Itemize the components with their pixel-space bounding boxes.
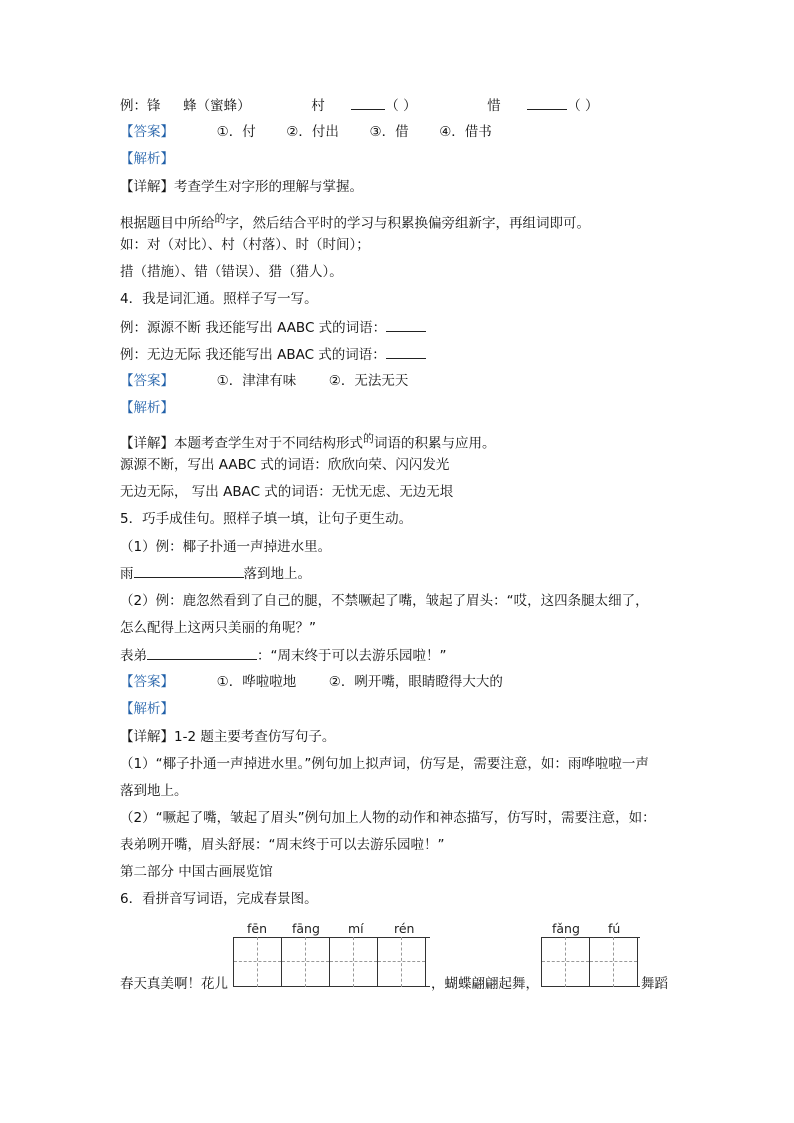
q3-detail-p3: 措（措施）、错（错误）、猎（猎人）。 bbox=[120, 264, 343, 280]
grid-cell[interactable] bbox=[330, 937, 378, 987]
grid-cell[interactable] bbox=[542, 937, 590, 987]
answer-tag: 【答案】 bbox=[120, 124, 174, 140]
q4-ex2-text: 例：无边无际 我还能写出 ABAC 式的词语： bbox=[120, 347, 386, 363]
answer-2: ②．无法无天 bbox=[328, 373, 409, 389]
q3-detail-line bbox=[120, 177, 363, 197]
q5-s1-post: 落到地上。 bbox=[243, 566, 311, 582]
detail-p1c: 字，然后结合平时的学习与积累换偏旁组新字，再组词即可。 bbox=[225, 215, 590, 232]
example-lead: 例：锋 bbox=[120, 98, 161, 114]
detail-tag: 【详解】 bbox=[120, 729, 174, 745]
q5-detail-2: （1）“椰子扑通一声掉进水里。”例句加上拟声词，仿写是，需要注意，如：雨哗啦啦一声 bbox=[120, 756, 649, 772]
q4-example-2 bbox=[120, 344, 426, 365]
q5-fill-1 bbox=[120, 563, 311, 584]
q5-title: 5．巧手成佳句。照样子填一填，让句子更生动。 bbox=[120, 511, 413, 527]
char-xi: 惜 bbox=[487, 98, 501, 114]
answer-2: ②．付出 bbox=[286, 124, 339, 140]
q3-answer-line bbox=[120, 122, 492, 142]
pinyin-3: mí bbox=[348, 921, 364, 936]
paren-cun[interactable]: （ ） bbox=[385, 98, 417, 114]
char-cun: 村 bbox=[311, 98, 325, 114]
pinyin-4: rén bbox=[394, 921, 415, 936]
q5-s1-pre: 雨 bbox=[120, 566, 134, 582]
q5-answer-line bbox=[120, 672, 503, 692]
pinyin-2: fāng bbox=[292, 921, 320, 936]
pinyin-1: fēn bbox=[247, 921, 268, 936]
q5-blank-2[interactable] bbox=[147, 645, 257, 660]
q5-detail-5: 表弟咧开嘴，眉头舒展：“周末终于可以去游乐园啦！” bbox=[120, 837, 445, 853]
grid-cell[interactable] bbox=[378, 937, 426, 987]
q4-blank-2[interactable] bbox=[386, 344, 426, 359]
answer-4: ④．借书 bbox=[439, 124, 492, 140]
answer-tag: 【答案】 bbox=[120, 674, 174, 690]
q5-detail-4: （2）“噘起了嘴，皱起了眉头”例句加上人物的动作和神态描写，仿写时，需要注意，如： bbox=[120, 810, 656, 826]
example-char: 蜂 bbox=[183, 98, 197, 114]
answer-2: ②．咧开嘴，眼睛瞪得大大的 bbox=[328, 674, 503, 690]
q4-blank-1[interactable] bbox=[386, 317, 426, 332]
writing-grid-2[interactable] bbox=[541, 937, 640, 987]
q4-example-1 bbox=[120, 317, 426, 338]
q5-s2-post: ：“周末终于可以去游乐园啦！” bbox=[257, 648, 447, 664]
q6-line-post: 舞蹈 bbox=[641, 976, 668, 992]
detail-tag: 【详解】 bbox=[120, 435, 174, 452]
q5-detail-3: 落到地上。 bbox=[120, 783, 188, 799]
pinyin-6: fú bbox=[608, 921, 621, 936]
q4-d1c: 词语的积累与应用。 bbox=[374, 435, 496, 452]
q5-sentence-2b: 怎么配得上这两只美丽的角呢？” bbox=[120, 620, 316, 636]
blank-cun[interactable] bbox=[351, 95, 385, 110]
q4-d1a: 本题考查学生对于不同结构形式 bbox=[174, 435, 363, 452]
q3-detail-p1 bbox=[120, 209, 590, 234]
grid-cell[interactable] bbox=[282, 937, 330, 987]
q4-title: 4．我是词汇通。照样子写一写。 bbox=[120, 291, 318, 307]
answer-tag: 【答案】 bbox=[120, 373, 174, 389]
detail-p1b: 的 bbox=[214, 212, 226, 225]
pinyin-5: fǎng bbox=[552, 921, 580, 936]
answer-1: ①．津津有味 bbox=[216, 373, 297, 389]
detail-text: 考查学生对字形的理解与掌握。 bbox=[174, 179, 363, 195]
q4-ex1-text: 例：源源不断 我还能写出 AABC 式的词语： bbox=[120, 320, 387, 336]
q6-line-pre: 春天真美啊！花儿 bbox=[120, 976, 228, 992]
detail-p1a: 根据题目中所给 bbox=[120, 215, 215, 232]
q4-d1b: 的 bbox=[363, 432, 374, 445]
q5-d1: 1-2 题主要考查仿写句子。 bbox=[174, 729, 336, 745]
detail-tag: 【详解】 bbox=[120, 179, 174, 195]
q5-s2-pre: 表弟 bbox=[120, 648, 147, 664]
q5-analysis-tag: 【解析】 bbox=[120, 701, 174, 717]
q5-sentence-1: （1）例：椰子扑通一声掉进水里。 bbox=[120, 539, 332, 555]
q5-fill-2 bbox=[120, 645, 447, 666]
q4-detail-3: 无边无际， 写出 ABAC 式的词语：无忧无虑、无边无垠 bbox=[120, 484, 454, 500]
grid-cell[interactable] bbox=[234, 937, 282, 987]
q5-sentence-2a: （2）例：鹿忽然看到了自己的腿，不禁噘起了嘴，皱起了眉头：“哎，这四条腿太细了， bbox=[120, 593, 649, 609]
example-word: （蜜蜂） bbox=[196, 98, 251, 114]
blank-xi[interactable] bbox=[527, 95, 567, 110]
q6-line-mid: ，蝴蝶翩翩起舞， bbox=[431, 976, 539, 992]
answer-1: ①．哗啦啦地 bbox=[216, 674, 297, 690]
answer-1: ①．付 bbox=[216, 124, 256, 140]
grid-cell[interactable] bbox=[590, 937, 638, 987]
q4-detail-2: 源源不断，写出 AABC 式的词语：欣欣向荣、闪闪发光 bbox=[120, 457, 450, 473]
q5-blank-1[interactable] bbox=[134, 563, 244, 578]
q4-detail-line bbox=[120, 429, 496, 454]
q3-example-line bbox=[120, 95, 599, 116]
q4-analysis-tag: 【解析】 bbox=[120, 400, 174, 416]
q4-answer-line bbox=[120, 371, 408, 391]
q3-analysis-tag: 【解析】 bbox=[120, 151, 174, 167]
writing-grid-1[interactable] bbox=[233, 937, 430, 987]
q6-title: 6．看拼音写词语，完成春景图。 bbox=[120, 891, 318, 907]
q3-detail-p2: 如：对（对比）、村（村落）、时（时间）； bbox=[120, 237, 370, 253]
part2-title: 第二部分 中国古画展览馆 bbox=[120, 864, 273, 880]
paren-xi[interactable]: （ ） bbox=[567, 98, 599, 114]
q5-detail-line bbox=[120, 727, 335, 747]
answer-3: ③．借 bbox=[369, 124, 409, 140]
